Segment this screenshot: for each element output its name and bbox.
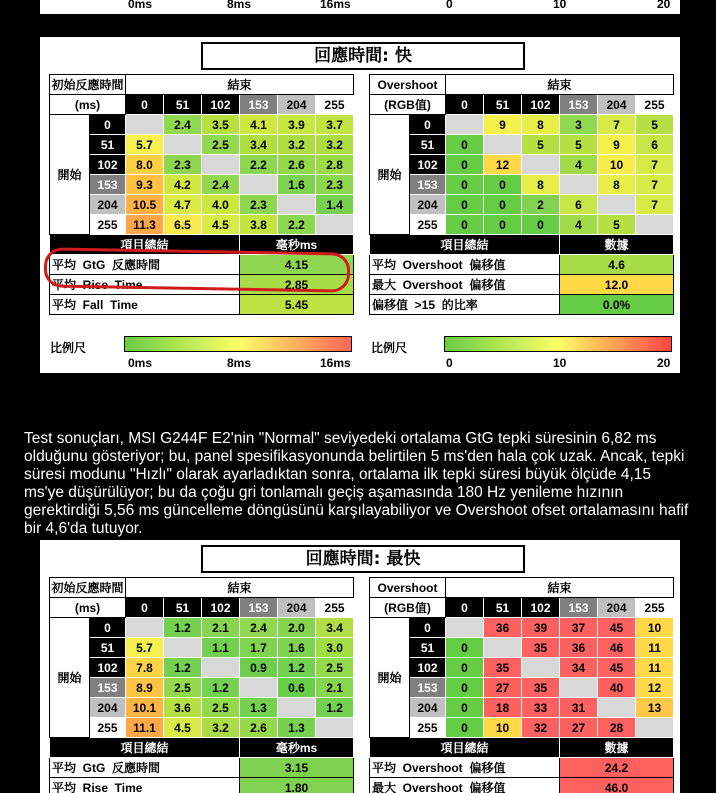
scale-tick: 0ms (128, 0, 153, 11)
matrix-cell: 45 (598, 658, 636, 678)
matrix-cell: 1.2 (164, 618, 202, 638)
matrix-cell: 2.1 (202, 618, 240, 638)
row-header: 153 (410, 678, 446, 698)
end-header: 結束 (126, 578, 354, 598)
matrix-cell: 37 (560, 618, 598, 638)
scale-label: 比例尺 (371, 341, 408, 355)
column-header: 102 (202, 95, 240, 115)
matrix-cell: 2.3 (164, 155, 202, 175)
panel-title: 回應時間: 最快 (201, 545, 525, 573)
row-header: 102 (410, 658, 446, 678)
column-header: 0 (446, 95, 484, 115)
unit-label: (ms) (50, 95, 126, 115)
matrix-cell: 9.3 (126, 175, 164, 195)
summary-label: 最大 Overshoot 偏移值 (370, 778, 560, 793)
matrix-cell (636, 215, 674, 235)
summary-value: 1.80 (240, 778, 354, 793)
matrix-cell: 40 (598, 678, 636, 698)
scale-tick: 10 (553, 0, 567, 11)
matrix-cell (484, 135, 522, 155)
overshoot-matrix-table (369, 577, 674, 793)
row-header: 0 (90, 115, 126, 135)
matrix-cell: 5 (560, 135, 598, 155)
matrix-cell: 2.8 (316, 155, 354, 175)
red-highlight-annotation (44, 247, 351, 292)
previous-panel-fragment (40, 0, 680, 14)
panel-title: 回應時間: 快 (201, 42, 525, 70)
summary-header-label: 項目總結 (370, 235, 560, 255)
matrix-cell (446, 115, 484, 135)
column-header: 102 (522, 598, 560, 618)
start-label: 開始 (50, 618, 90, 738)
scale-tick: 16ms (320, 0, 351, 11)
summary-header-label: 項目總結 (370, 738, 560, 758)
column-header: 51 (484, 598, 522, 618)
matrix-cell: 1.3 (278, 718, 316, 738)
matrix-cell (522, 658, 560, 678)
unit-label: (RGB值) (370, 95, 446, 115)
scale-tick: 0ms (128, 356, 153, 370)
matrix-cell: 8 (522, 115, 560, 135)
matrix-cell: 8.0 (126, 155, 164, 175)
column-header: 153 (560, 598, 598, 618)
matrix-cell (240, 175, 278, 195)
matrix-cell: 3.8 (240, 215, 278, 235)
matrix-cell: 10.1 (126, 698, 164, 718)
matrix-cell: 5 (598, 215, 636, 235)
corner-title: 初始反應時間 (50, 75, 126, 95)
matrix-cell: 3.2 (278, 135, 316, 155)
start-label: 開始 (50, 115, 90, 235)
scale-tick: 20 (657, 356, 671, 370)
matrix-cell: 11.3 (126, 215, 164, 235)
matrix-cell: 10 (484, 718, 522, 738)
column-header: 255 (636, 598, 674, 618)
matrix-cell: 5 (522, 135, 560, 155)
row-header: 153 (90, 678, 126, 698)
summary-label: 最大 Overshoot 偏移值 (370, 275, 560, 295)
column-header: 255 (316, 598, 354, 618)
matrix-cell: 8 (522, 175, 560, 195)
summary-header-value: 毫秒ms (240, 738, 354, 758)
matrix-cell: 28 (598, 718, 636, 738)
matrix-cell (560, 678, 598, 698)
row-header: 51 (90, 135, 126, 155)
matrix-cell: 2.5 (202, 135, 240, 155)
matrix-cell: 4.0 (202, 195, 240, 215)
matrix-cell: 0 (446, 678, 484, 698)
matrix-cell: 35 (522, 638, 560, 658)
row-header: 255 (90, 718, 126, 738)
matrix-cell: 0 (446, 638, 484, 658)
matrix-cell: 6 (560, 195, 598, 215)
matrix-cell: 4.2 (164, 175, 202, 195)
row-header: 51 (410, 638, 446, 658)
summary-value: 4.15 (240, 255, 354, 275)
matrix-cell: 3.4 (240, 135, 278, 155)
column-header: 255 (636, 95, 674, 115)
matrix-cell: 1.4 (316, 195, 354, 215)
matrix-cell (598, 195, 636, 215)
matrix-cell: 2.4 (202, 175, 240, 195)
matrix-cell (446, 618, 484, 638)
matrix-cell (164, 638, 202, 658)
summary-value: 0.0% (560, 295, 674, 315)
matrix-cell: 5.7 (126, 135, 164, 155)
article-paragraph: Test sonuçları, MSI G244F E2'nin "Normal" seviyedeki ortalama GtG tepki süresinin 6,82 ms olduğunu gösteriyor; bu, panel spesifikasyonunda belirtilen 5 ms'den hala çok uzak. Ancak, tepki süresi modunu "Hızlı" olarak ayarladıktan sonra, ortalama ilk tepki süresi büyük ölçüde 4,15 ms'ye düşürülüyor; bu da çoğu gri tonlamalı geçiş aşamasında 180 Hz yenileme hızının gerektirdiği 5,56 ms güncelleme döngüsünü karşılayabiliyor ve Overshoot ofset ortalamasını hafif bir 4,6'da tutuyor. (24, 429, 689, 537)
matrix-cell: 0 (446, 155, 484, 175)
summary-label: 平均 Overshoot 偏移值 (370, 255, 560, 275)
matrix-cell: 9 (598, 135, 636, 155)
overshoot-matrix-table (369, 74, 674, 315)
scale-tick: 16ms (320, 356, 351, 370)
matrix-cell (316, 215, 354, 235)
matrix-cell: 2.6 (240, 718, 278, 738)
matrix-cell: 9 (484, 115, 522, 135)
matrix-cell (560, 175, 598, 195)
matrix-cell: 1.2 (316, 698, 354, 718)
column-header: 51 (164, 598, 202, 618)
matrix-cell: 0 (484, 215, 522, 235)
column-header: 204 (278, 598, 316, 618)
matrix-cell: 35 (484, 658, 522, 678)
matrix-cell: 4.5 (202, 215, 240, 235)
row-header: 0 (410, 618, 446, 638)
scale-label: 比例尺 (50, 341, 87, 355)
matrix-cell: 5 (636, 115, 674, 135)
summary-value: 4.6 (560, 255, 674, 275)
matrix-cell: 6.5 (164, 215, 202, 235)
scale-bar (444, 336, 672, 352)
summary-label: 平均 GtG 反應時間 (50, 758, 240, 778)
summary-label: 偏移值 >15 的比率 (370, 295, 560, 315)
matrix-cell: 12 (636, 678, 674, 698)
matrix-cell (240, 678, 278, 698)
matrix-cell: 3.5 (202, 115, 240, 135)
matrix-cell: 3.4 (316, 618, 354, 638)
response-time-panel-fastest (40, 540, 680, 793)
row-header: 102 (410, 155, 446, 175)
matrix-cell: 1.3 (240, 698, 278, 718)
matrix-cell: 4.5 (164, 718, 202, 738)
row-header: 102 (90, 658, 126, 678)
matrix-cell: 11.1 (126, 718, 164, 738)
matrix-cell: 34 (560, 658, 598, 678)
matrix-cell: 10 (598, 155, 636, 175)
column-header: 255 (316, 95, 354, 115)
matrix-cell: 7 (598, 115, 636, 135)
matrix-cell: 2.3 (240, 195, 278, 215)
matrix-cell: 2.5 (164, 678, 202, 698)
matrix-cell: 39 (522, 618, 560, 638)
start-label: 開始 (370, 115, 410, 235)
end-header: 結束 (126, 75, 354, 95)
summary-value: 46.0 (560, 778, 674, 793)
summary-label: 平均 Overshoot 偏移值 (370, 758, 560, 778)
row-header: 102 (90, 155, 126, 175)
matrix-cell: 10.5 (126, 195, 164, 215)
summary-header-value: 毫秒ms (240, 235, 354, 255)
matrix-cell: 7 (636, 175, 674, 195)
row-header: 51 (90, 638, 126, 658)
matrix-cell: 11 (636, 638, 674, 658)
matrix-cell: 46 (598, 638, 636, 658)
matrix-cell: 2.3 (316, 175, 354, 195)
matrix-cell (636, 718, 674, 738)
matrix-cell (278, 195, 316, 215)
row-header: 0 (410, 115, 446, 135)
row-header: 204 (410, 195, 446, 215)
matrix-cell: 7.8 (126, 658, 164, 678)
matrix-cell: 0 (446, 175, 484, 195)
scale-tick: 8ms (227, 0, 252, 11)
matrix-cell: 2.1 (316, 678, 354, 698)
row-header: 204 (90, 195, 126, 215)
matrix-cell (202, 658, 240, 678)
summary-value: 24.2 (560, 758, 674, 778)
matrix-cell: 12 (484, 155, 522, 175)
scale-tick: 8ms (227, 356, 252, 370)
scale-bar (124, 336, 352, 352)
row-header: 153 (90, 175, 126, 195)
column-header: 204 (598, 95, 636, 115)
matrix-cell: 10 (636, 618, 674, 638)
matrix-cell: 0 (522, 215, 560, 235)
matrix-cell: 31 (560, 698, 598, 718)
end-header: 結束 (446, 75, 674, 95)
summary-value: 2.85 (240, 275, 354, 295)
summary-header-value: 數據 (560, 235, 674, 255)
matrix-cell: 8.9 (126, 678, 164, 698)
summary-value: 5.45 (240, 295, 354, 315)
matrix-cell: 1.6 (278, 638, 316, 658)
matrix-cell: 2 (522, 195, 560, 215)
matrix-cell: 0 (446, 135, 484, 155)
matrix-cell: 0 (446, 195, 484, 215)
matrix-cell: 1.2 (164, 658, 202, 678)
column-header: 153 (560, 95, 598, 115)
matrix-cell: 0.9 (240, 658, 278, 678)
unit-label: (ms) (50, 598, 126, 618)
column-header: 51 (164, 95, 202, 115)
matrix-cell: 18 (484, 698, 522, 718)
response-time-panel-fast (40, 37, 680, 373)
matrix-cell: 4.1 (240, 115, 278, 135)
matrix-cell: 4 (560, 215, 598, 235)
matrix-cell: 1.7 (240, 638, 278, 658)
column-header: 0 (126, 95, 164, 115)
scale-tick: 0 (446, 0, 453, 11)
summary-label: 平均 Fall Time (50, 295, 240, 315)
corner-title: Overshoot (370, 578, 446, 598)
matrix-cell: 0 (484, 195, 522, 215)
matrix-cell: 6 (636, 135, 674, 155)
matrix-cell: 3.6 (164, 698, 202, 718)
column-header: 0 (126, 598, 164, 618)
matrix-cell (316, 718, 354, 738)
matrix-cell (278, 698, 316, 718)
row-header: 153 (410, 175, 446, 195)
matrix-cell: 2.5 (316, 658, 354, 678)
matrix-cell: 3.7 (316, 115, 354, 135)
scale-tick: 0 (446, 356, 453, 370)
matrix-cell: 35 (522, 678, 560, 698)
matrix-cell: 5.7 (126, 638, 164, 658)
summary-label: 平均 GtG 反應時間 (50, 255, 240, 275)
summary-label: 平均 Rise Time (50, 275, 240, 295)
summary-header-value: 數據 (560, 738, 674, 758)
matrix-cell (164, 135, 202, 155)
matrix-cell: 0 (446, 698, 484, 718)
matrix-cell: 36 (560, 638, 598, 658)
row-header: 255 (90, 215, 126, 235)
end-header: 結束 (446, 578, 674, 598)
matrix-cell: 1.2 (278, 658, 316, 678)
matrix-cell: 2.5 (202, 698, 240, 718)
matrix-cell: 2.6 (278, 155, 316, 175)
summary-header-label: 項目總結 (50, 235, 240, 255)
overshoot-matrix-table (49, 577, 354, 793)
corner-title: 初始反應時間 (50, 578, 126, 598)
matrix-cell: 2.2 (278, 215, 316, 235)
matrix-cell (484, 638, 522, 658)
matrix-cell: 32 (522, 718, 560, 738)
matrix-cell (522, 155, 560, 175)
matrix-cell (126, 618, 164, 638)
matrix-cell: 13 (636, 698, 674, 718)
matrix-cell: 8 (598, 175, 636, 195)
summary-header-label: 項目總結 (50, 738, 240, 758)
column-header: 204 (278, 95, 316, 115)
column-header: 102 (522, 95, 560, 115)
matrix-cell: 3.9 (278, 115, 316, 135)
matrix-cell: 3.2 (202, 718, 240, 738)
matrix-cell (126, 115, 164, 135)
corner-title: Overshoot (370, 75, 446, 95)
matrix-cell: 1.1 (202, 638, 240, 658)
matrix-cell: 27 (560, 718, 598, 738)
row-header: 255 (410, 215, 446, 235)
start-label: 開始 (370, 618, 410, 738)
column-header: 102 (202, 598, 240, 618)
matrix-cell: 27 (484, 678, 522, 698)
matrix-cell: 0 (446, 658, 484, 678)
matrix-cell: 7 (636, 155, 674, 175)
matrix-cell: 0 (484, 175, 522, 195)
column-header: 153 (240, 598, 278, 618)
scale-tick: 10 (553, 356, 567, 370)
matrix-cell: 4 (560, 155, 598, 175)
summary-value: 12.0 (560, 275, 674, 295)
matrix-cell: 3.0 (316, 638, 354, 658)
matrix-cell: 0 (446, 718, 484, 738)
unit-label: (RGB值) (370, 598, 446, 618)
matrix-cell: 3.2 (316, 135, 354, 155)
column-header: 51 (484, 95, 522, 115)
matrix-cell: 1.6 (278, 175, 316, 195)
matrix-cell (598, 698, 636, 718)
column-header: 153 (240, 95, 278, 115)
matrix-cell: 2.4 (164, 115, 202, 135)
column-header: 0 (446, 598, 484, 618)
summary-value: 3.15 (240, 758, 354, 778)
row-header: 255 (410, 718, 446, 738)
column-header: 204 (598, 598, 636, 618)
matrix-cell: 0 (446, 215, 484, 235)
row-header: 204 (90, 698, 126, 718)
row-header: 51 (410, 135, 446, 155)
matrix-cell: 1.2 (202, 678, 240, 698)
row-header: 0 (90, 618, 126, 638)
matrix-cell: 45 (598, 618, 636, 638)
matrix-cell: 3 (560, 115, 598, 135)
matrix-cell: 2.0 (278, 618, 316, 638)
matrix-cell: 2.2 (240, 155, 278, 175)
matrix-cell: 7 (636, 195, 674, 215)
row-header: 204 (410, 698, 446, 718)
matrix-cell: 4.7 (164, 195, 202, 215)
matrix-cell: 36 (484, 618, 522, 638)
scale-tick: 20 (657, 0, 671, 11)
matrix-cell (202, 155, 240, 175)
matrix-cell: 2.4 (240, 618, 278, 638)
matrix-cell: 11 (636, 658, 674, 678)
summary-label: 平均 Rise Time (50, 778, 240, 793)
matrix-cell: 33 (522, 698, 560, 718)
matrix-cell: 0.6 (278, 678, 316, 698)
